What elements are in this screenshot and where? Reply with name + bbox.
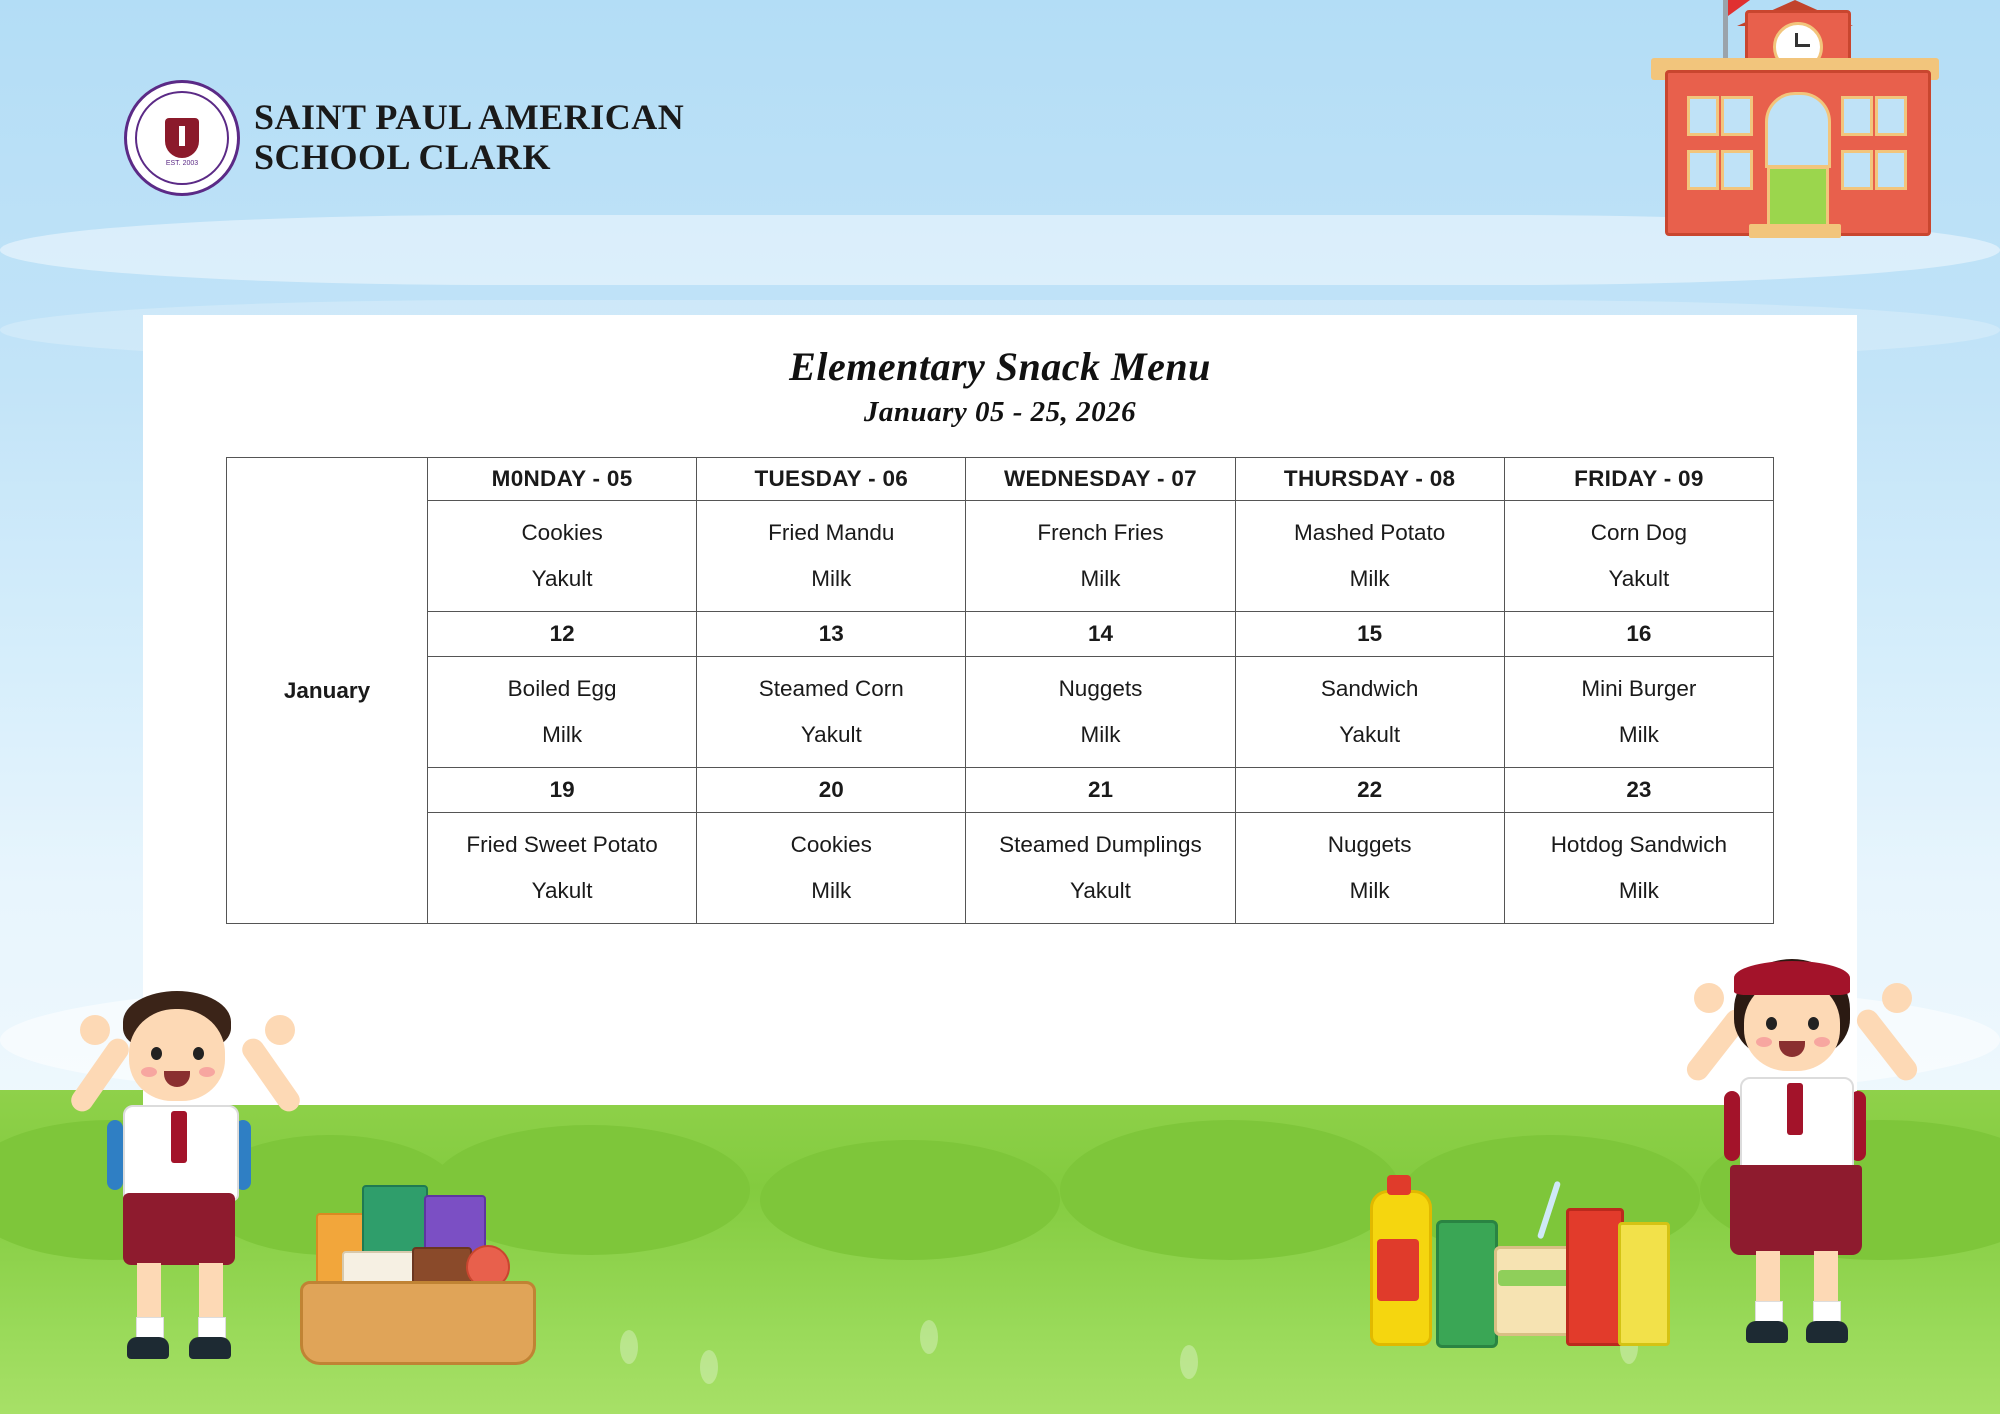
girl-necktie xyxy=(1787,1083,1803,1135)
school-window xyxy=(1875,150,1907,190)
seal-est-label: EST. 2003 xyxy=(165,160,199,167)
school-name-line1: SAINT PAUL AMERICAN xyxy=(254,97,685,138)
snack-drink: Yakult xyxy=(1608,566,1670,591)
school-window xyxy=(1841,150,1873,190)
table-daynum-row xyxy=(227,768,1774,813)
snack-item: Boiled Egg xyxy=(507,676,617,702)
boy-head xyxy=(129,1009,225,1101)
snack-menu-table xyxy=(226,457,1774,924)
menu-cell xyxy=(1504,501,1773,612)
snack-drink: Milk xyxy=(1080,722,1121,747)
column-header-thursday: THURSDAY - 08 xyxy=(1235,458,1504,501)
girl-cheek xyxy=(1814,1037,1830,1047)
girl-backpack-strap xyxy=(1724,1091,1740,1161)
menu-cell xyxy=(428,657,697,768)
snack-item: Nuggets xyxy=(1327,832,1412,858)
snack-drink: Milk xyxy=(1349,878,1390,903)
snack-item: Mini Burger xyxy=(1581,676,1697,702)
bush-shape xyxy=(1060,1120,1400,1260)
menu-cell xyxy=(966,813,1235,924)
girl-student-illustration xyxy=(1690,945,1960,1375)
snack-item: Cookies xyxy=(790,832,872,858)
school-name-block xyxy=(254,98,684,177)
day-number: 19 xyxy=(428,768,697,813)
day-number: 13 xyxy=(697,612,966,657)
snack-item: Cookies xyxy=(521,520,603,546)
grass-tuft xyxy=(920,1320,938,1354)
snack-item: Mashed Potato xyxy=(1293,520,1446,546)
snack-drink: Milk xyxy=(1080,566,1121,591)
day-number: 12 xyxy=(428,612,697,657)
table-row xyxy=(227,813,1774,924)
menu-cell xyxy=(1504,813,1773,924)
bottle-label xyxy=(1377,1239,1419,1301)
boy-leg xyxy=(137,1263,161,1323)
girl-left-hand xyxy=(1694,983,1724,1013)
boy-cheek xyxy=(199,1067,215,1077)
snack-box-icon xyxy=(1566,1208,1624,1346)
menu-title: Elementary Snack Menu xyxy=(789,344,1211,389)
grass-tuft xyxy=(620,1330,638,1364)
snack-drink: Milk xyxy=(1618,722,1659,747)
seal-shield-icon xyxy=(165,118,199,158)
girl-headband xyxy=(1734,961,1850,995)
girl-right-hand xyxy=(1882,983,1912,1013)
boy-shoe xyxy=(189,1337,231,1359)
snack-item: Sandwich xyxy=(1320,676,1419,702)
column-header-friday: FRIDAY - 09 xyxy=(1504,458,1773,501)
snack-item: Hotdog Sandwich xyxy=(1550,832,1728,858)
snack-drink: Milk xyxy=(1618,878,1659,903)
day-number: 16 xyxy=(1504,612,1773,657)
day-number: 14 xyxy=(966,612,1235,657)
menu-card xyxy=(143,315,1857,1105)
menu-subtitle: January 05 - 25, 2026 xyxy=(863,396,1137,428)
snack-item: French Fries xyxy=(1037,520,1164,546)
menu-cell xyxy=(428,813,697,924)
month-label-cell: January xyxy=(227,458,428,924)
boy-backpack-strap xyxy=(107,1120,123,1190)
column-header-wednesday: WEDNESDAY - 07 xyxy=(966,458,1235,501)
bottle-cap xyxy=(1387,1175,1411,1195)
table-daynum-row xyxy=(227,612,1774,657)
school-window xyxy=(1687,150,1719,190)
menu-cell xyxy=(1235,657,1504,768)
grass-tuft xyxy=(700,1350,718,1384)
day-number: 20 xyxy=(697,768,966,813)
sandwich-lettuce xyxy=(1498,1270,1576,1286)
snack-drink: Milk xyxy=(811,566,852,591)
menu-cell xyxy=(1235,501,1504,612)
snack-item: Fried Mandu xyxy=(768,520,895,546)
snack-drink: Yakult xyxy=(1339,722,1401,747)
column-header-tuesday: TUESDAY - 06 xyxy=(697,458,966,501)
girl-right-arm xyxy=(1852,1005,1921,1085)
school-window xyxy=(1841,96,1873,136)
girl-shoe xyxy=(1806,1321,1848,1343)
menu-cell xyxy=(697,501,966,612)
girl-shoe xyxy=(1746,1321,1788,1343)
snack-basket-illustration xyxy=(300,1185,530,1365)
snack-drink: Yakult xyxy=(531,566,593,591)
school-window xyxy=(1875,96,1907,136)
menu-cell xyxy=(966,657,1235,768)
snack-drink: Milk xyxy=(811,878,852,903)
snack-drink: Yakult xyxy=(800,722,862,747)
menu-cell xyxy=(697,813,966,924)
table-row xyxy=(227,501,1774,612)
boy-eye xyxy=(151,1047,162,1060)
table-header-row xyxy=(227,458,1774,501)
girl-eye xyxy=(1808,1017,1819,1030)
menu-cell xyxy=(966,501,1235,612)
school-arch-window xyxy=(1765,92,1831,168)
school-steps xyxy=(1749,224,1841,238)
table-row xyxy=(227,657,1774,768)
girl-skirt xyxy=(1730,1165,1862,1255)
school-building-illustration xyxy=(1645,0,1945,240)
menu-cell xyxy=(697,657,966,768)
day-number: 22 xyxy=(1235,768,1504,813)
boy-left-arm xyxy=(67,1034,133,1115)
girl-cheek xyxy=(1756,1037,1772,1047)
basket-weave xyxy=(300,1281,536,1365)
school-window xyxy=(1721,150,1753,190)
snack-item: Nuggets xyxy=(1058,676,1143,702)
boy-cheek xyxy=(141,1067,157,1077)
school-logo-header xyxy=(124,80,684,196)
day-number: 23 xyxy=(1504,768,1773,813)
boy-shoe xyxy=(127,1337,169,1359)
menu-cell xyxy=(1235,813,1504,924)
day-number: 21 xyxy=(966,768,1235,813)
snack-item: Steamed Corn xyxy=(758,676,904,702)
snack-drinks-illustration xyxy=(1370,1150,1670,1365)
boy-necktie xyxy=(171,1111,187,1163)
school-window xyxy=(1687,96,1719,136)
boy-right-arm xyxy=(238,1034,304,1115)
juice-box-icon xyxy=(1436,1220,1498,1348)
school-name-line2: SCHOOL CLARK xyxy=(254,137,552,177)
menu-cell xyxy=(1504,657,1773,768)
snack-item: Steamed Dumplings xyxy=(999,832,1202,858)
snack-bar-icon xyxy=(1618,1222,1670,1346)
boy-left-hand xyxy=(80,1015,110,1045)
column-header-monday: M0NDAY - 05 xyxy=(428,458,697,501)
snack-drink: Milk xyxy=(542,722,583,747)
bush-shape xyxy=(760,1140,1060,1260)
snack-drink: Yakult xyxy=(1070,878,1131,903)
grass-tuft xyxy=(1180,1345,1198,1379)
snack-drink: Yakult xyxy=(531,878,593,903)
straw-icon xyxy=(1537,1181,1561,1240)
school-seal-icon xyxy=(124,80,240,196)
snack-drink: Milk xyxy=(1349,566,1390,591)
boy-shorts xyxy=(123,1193,235,1265)
school-window xyxy=(1721,96,1753,136)
boy-eye xyxy=(193,1047,204,1060)
girl-eye xyxy=(1766,1017,1777,1030)
boy-right-hand xyxy=(265,1015,295,1045)
day-number: 15 xyxy=(1235,612,1504,657)
juice-bottle-icon xyxy=(1370,1190,1432,1346)
boy-leg xyxy=(199,1263,223,1323)
snack-item: Fried Sweet Potato xyxy=(466,832,658,858)
menu-cell xyxy=(428,501,697,612)
snack-item: Corn Dog xyxy=(1590,520,1688,546)
